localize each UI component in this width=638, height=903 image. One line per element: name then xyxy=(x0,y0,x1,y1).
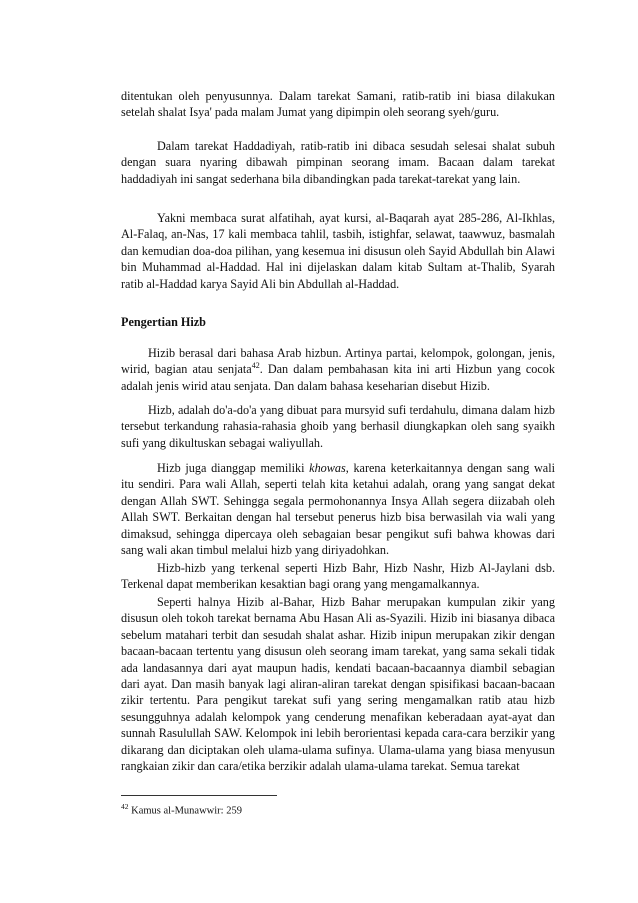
paragraph-intro: ditentukan oleh penyusunnya. Dalam tarekat Samani, ratib-ratib ini biasa dilakukan setelah shalat Isya' pada malam Jumat yang dipimpin oleh seorang syeh/guru. xyxy=(121,89,555,120)
section-heading: Pengertian Hizb xyxy=(121,315,206,329)
hizib-definition-text-cont: . Dan dalam pembahasan kita ini arti Hizbun yang cocok adalah jenis wirid atau senjata. Dan dalam bahasa keseharian disebut Hizib. xyxy=(121,362,555,393)
paragraph-hizb-bahar: Seperti halnya Hizib al-Bahar, Hizb Bahar merupakan kumpulan zikir yang disusun oleh tokoh tarekat bernama Abu Hasan Ali as-Syazili. Hizib ini biasanya dibaca sebelum matahari terbit dan sesudah shalat ashar. Hizib inipun merupakan zikir dengan bacaan-bacaan tertentu yang disusun oleh seorang imam tarekat, yang sama sekali tidak ada landasannya dari ayat maupun hadis, kendati bacaan-bacaannya diambil sebagian dari ayat. Dan masih banyak lagi aliran-aliran tarekat dengan spisifikasi bacaan-bacaan zikir tertentu. Para pengikut tarekat sufi yang sering mengamalkan ratib atau hizb sesungguhnya adalah kelompok yang cenderung menafikan keberadaan ayat-ayat dan sunnah Rasulullah SAW. Kelompok ini lebih berorientasi kepada cara-cara berzikir yang dikarang dan diciptakan oleh ulama-ulama sufinya. Ulama-ulama yang biasa menyusun rangkaian zikir dan cara/etika berzikir adalah ulama-ulama tarekat. Semua tarekat xyxy=(121,595,555,774)
paragraph-hizib-definition xyxy=(121,345,555,394)
footnote xyxy=(121,800,242,819)
hizb-khowas-text: Hizb juga dianggap memiliki xyxy=(157,461,310,475)
paragraph-hizb-khowas xyxy=(121,460,555,558)
paragraph-haddadiyah: Dalam tarekat Haddadiyah, ratib-ratib ini dibaca sesudah selesai shalat subuh dengan suara nyaring dibawah pimpinan seorang imam. Bacaan dalam tarekat haddadiyah ini sangat sederhana bila dibandingkan pada tarekat-tarekat yang lain. xyxy=(121,139,555,186)
footnote-number: 42 xyxy=(121,802,129,811)
paragraph-yakni: Yakni membaca surat alfatihah, ayat kursi, al-Baqarah ayat 285-286, Al-Ikhlas, Al-Falaq, an-Nas, 17 kali membaca tahlil, tasbih, istighfar, selawat, taawwuz, basmalah dan kemudian doa-doa pilihan, yang kesemua ini disusun oleh Sayid Abdullah bin Alawi bin Muhammad al-Haddad. Hal ini dijelaskan dalam kitab Sultam at-Thalib, Syarah ratib al-Haddad karya Sayid Ali bin Abdullah al-Haddad. xyxy=(121,211,555,291)
footnote-text: Kamus al-Munawwir: 259 xyxy=(131,805,242,817)
footnote-reference[interactable]: 42 xyxy=(251,361,260,371)
paragraph-famous-hizb: Hizb-hizb yang terkenal seperti Hizb Bahr, Hizb Nashr, Hizb Al-Jaylani dsb. Terkenal dapat memberikan kesaktian bagi orang yang mengamalkannya. xyxy=(121,561,555,592)
khowas-term: khowas xyxy=(309,461,346,475)
footnote-divider xyxy=(121,795,277,796)
hizb-khowas-text-cont: , karena keterkaitannya dengan sang wali itu sendiri. Para wali Allah, seperti telah kita ketahui adalah, orang yang sangat dekat dengan Allah SWT. Sehingga segala permohonannya Insya Allah segera diizabah oleh Allah SWT. Berkaitan dengan hal tersebut penerus hizb bisa berwasilah via wali yang dimaksud, sehingga dipercaya oleh sebagaian besar pengikut sufi bahwa khowas dari sang wali akan timbul melalui hizb yang diriyadohkan. xyxy=(121,461,555,558)
hizib-definition-text: Hizib berasal dari bahasa Arab hizbun. Artinya partai, kelompok, golongan, jenis, wirid, bagian atau senjata xyxy=(121,346,555,377)
paragraph-hizb-doa: Hizb, adalah do'a-do'a yang dibuat para mursyid sufi terdahulu, dimana dalam hizb tersebut terkandung rahasia-rahasia ghoib yang berhasil diungkapkan oleh sang syaikh sufi yang dikultuskan sebagai waliyullah. xyxy=(121,403,555,450)
